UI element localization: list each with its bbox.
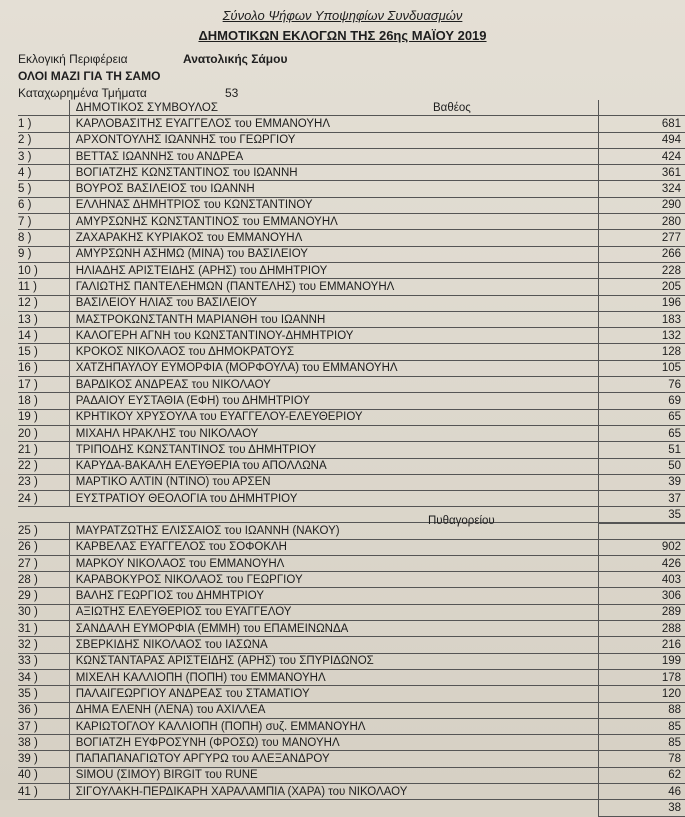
- candidate-votes: 681: [598, 116, 685, 132]
- candidate-row: [18, 735, 685, 751]
- candidate-name: ΚΑΡΑΒΟΚΥΡΟΣ ΝΙΚΟΛΑΟΣ του ΓΕΩΡΓΙΟΥ: [69, 572, 598, 588]
- candidate-number: 18 ): [18, 393, 69, 409]
- district-vathy: Βαθέος: [433, 101, 471, 114]
- candidate-name: ΜΑΡΤΙΚΟ ΑΛΤΙΝ (ΝΤΙΝΟ) του ΑΡΣΕΝ: [69, 474, 598, 490]
- candidate-votes: 289: [598, 604, 685, 620]
- candidate-number: 39 ): [18, 751, 69, 767]
- candidate-votes: 426: [598, 555, 685, 571]
- candidate-number: 37 ): [18, 718, 69, 734]
- candidate-row: [18, 344, 685, 360]
- column-header: ΔΗΜΟΤΙΚΟΣ ΣΥΜΒΟΥΛΟΣ: [75, 101, 218, 114]
- candidate-votes: 105: [598, 360, 685, 376]
- candidate-name: ΣΑΝΔΑΛΗ ΕΥΜΟΡΦΙΑ (ΕΜΜΗ) του ΕΠΑΜΕΙΝΩΝΔΑ: [69, 621, 598, 637]
- candidate-row: [18, 246, 685, 262]
- total-votes: 38: [598, 800, 685, 816]
- candidate-row: [18, 132, 685, 148]
- candidate-row: [18, 555, 685, 571]
- candidate-votes: 183: [598, 311, 685, 327]
- candidate-number: 19 ): [18, 409, 69, 425]
- candidate-votes: 78: [598, 751, 685, 767]
- candidate-number: 30 ): [18, 604, 69, 620]
- candidate-name: ΒΑΡΔΙΚΟΣ ΑΝΔΡΕΑΣ του ΝΙΚΟΛΑΟΥ: [69, 377, 598, 393]
- candidate-number: 15 ): [18, 344, 69, 360]
- candidate-number: 16 ): [18, 360, 69, 376]
- candidate-row: [18, 458, 685, 474]
- total-row: [18, 800, 685, 816]
- candidate-votes: 361: [598, 165, 685, 181]
- candidate-votes: 290: [598, 197, 685, 213]
- district-pythagoreio: Πυθαγορείου: [428, 514, 495, 527]
- candidate-number: 20 ): [18, 425, 69, 441]
- candidate-row: [18, 425, 685, 441]
- candidate-row: [18, 604, 685, 620]
- candidate-votes: 902: [598, 539, 685, 555]
- candidate-votes: 132: [598, 328, 685, 344]
- candidate-row: [18, 328, 685, 344]
- candidate-name: ΕΛΛΗΝΑΣ ΔΗΜΗΤΡΙΟΣ του ΚΩΝΣΤΑΝΤΙΝΟΥ: [69, 197, 598, 213]
- candidate-votes: 39: [598, 474, 685, 490]
- candidate-row: [18, 539, 685, 555]
- candidate-number: 6 ): [18, 197, 69, 213]
- candidate-number: 9 ): [18, 246, 69, 262]
- candidate-votes: 403: [598, 572, 685, 588]
- candidate-name: ΚΑΡΛΟΒΑΣΙΤΗΣ ΕΥΑΓΓΕΛΟΣ του ΕΜΜΑΝΟΥΗΛ: [69, 116, 598, 132]
- document-title: Σύνολο Ψήφων Υποψηφίων Συνδυασμών: [222, 8, 463, 23]
- candidate-number: 5 ): [18, 181, 69, 197]
- candidate-name: ΑΜΥΡΣΩΝΗ ΑΣΗΜΩ (ΜΙΝΑ) του ΒΑΣΙΛΕΙΟΥ: [69, 246, 598, 262]
- candidate-votes: 46: [598, 784, 685, 800]
- candidate-votes: 85: [598, 735, 685, 751]
- candidate-number: 29 ): [18, 588, 69, 604]
- candidate-name: ΒΑΣΙΛΕΙΟΥ ΗΛΙΑΣ του ΒΑΣΙΛΕΙΟΥ: [69, 295, 598, 311]
- candidate-number: 38 ): [18, 735, 69, 751]
- candidate-row: [18, 377, 685, 393]
- candidate-name: ΣΙΓΟΥΛΑΚΗ-ΠΕΡΔΙΚΑΡΗ ΧΑΡΑΛΑΜΠΙΑ (ΧΑΡΑ) του ΝΙΚΟΛΑΟΥ: [69, 784, 598, 800]
- candidate-votes: 196: [598, 295, 685, 311]
- candidate-row: [18, 279, 685, 295]
- candidate-row: [18, 474, 685, 490]
- candidate-row: [18, 181, 685, 197]
- candidate-row: [18, 197, 685, 213]
- candidate-row: [18, 262, 685, 278]
- candidate-number: 32 ): [18, 637, 69, 653]
- candidate-votes: 494: [598, 132, 685, 148]
- total-votes: 35: [598, 507, 685, 523]
- candidate-votes: 228: [598, 262, 685, 278]
- candidate-name: ΠΑΠΑΠΑΝΑΓΙΩΤΟΥ ΑΡΓΥΡΩ του ΑΛΕΞΑΝΔΡΟΥ: [69, 751, 598, 767]
- candidate-votes: 65: [598, 425, 685, 441]
- candidate-votes: 324: [598, 181, 685, 197]
- candidate-name: ΖΑΧΑΡΑΚΗΣ ΚΥΡΙΑΚΟΣ του ΕΜΜΑΝΟΥΗΛ: [69, 230, 598, 246]
- candidate-votes: 88: [598, 702, 685, 718]
- candidate-name: ΜΑΥΡΑΤΖΩΤΗΣ ΕΛΙΣΣΑΙΟΣ του ΙΩΑΝΝΗ (ΝΑΚΟΥ): [69, 523, 598, 539]
- candidate-number: 41 ): [18, 784, 69, 800]
- candidate-name: ΒΟΓΙΑΤΖΗΣ ΚΩΝΣΤΑΝΤΙΝΟΣ του ΙΩΑΝΝΗ: [69, 165, 598, 181]
- candidate-votes: 280: [598, 214, 685, 230]
- candidate-row: [18, 784, 685, 800]
- candidate-number: 26 ): [18, 539, 69, 555]
- candidate-row: [18, 491, 685, 507]
- candidate-number: 1 ): [18, 116, 69, 132]
- candidate-row: [18, 409, 685, 425]
- candidate-votes: 288: [598, 621, 685, 637]
- candidate-number: 7 ): [18, 214, 69, 230]
- candidate-votes: 37: [598, 491, 685, 507]
- candidate-name: ΚΡΗΤΙΚΟΥ ΧΡΥΣΟΥΛΑ του ΕΥΑΓΓΕΛΟΥ-ΕΛΕΥΘΕΡΙΟΥ: [69, 409, 598, 425]
- candidate-name: ΜΙΧΑΗΛ ΗΡΑΚΛΗΣ του ΝΙΚΟΛΑΟΥ: [69, 425, 598, 441]
- candidate-row: [18, 751, 685, 767]
- candidate-name: ΚΡΟΚΟΣ ΝΙΚΟΛΑΟΣ του ΔΗΜΟΚΡΑΤΟΥΣ: [69, 344, 598, 360]
- candidate-number: 24 ): [18, 491, 69, 507]
- candidate-votes: 424: [598, 148, 685, 164]
- candidate-row: [18, 165, 685, 181]
- section2-table: [18, 507, 685, 817]
- candidate-number: 8 ): [18, 230, 69, 246]
- candidate-number: 13 ): [18, 311, 69, 327]
- sections-value: 53: [225, 86, 239, 100]
- candidate-name: ΔΗΜΑ ΕΛΕΝΗ (ΛΕΝΑ) του ΑΧΙΛΛΕΑ: [69, 702, 598, 718]
- candidate-votes: [598, 523, 685, 539]
- candidate-name: ΗΛΙΑΔΗΣ ΑΡΙΣΤΕΙΔΗΣ (ΑΡΗΣ) του ΔΗΜΗΤΡΙΟΥ: [69, 262, 598, 278]
- candidate-votes: 76: [598, 377, 685, 393]
- candidate-name: ΧΑΤΖΗΠΑΥΛΟΥ ΕΥΜΟΡΦΙΑ (ΜΟΡΦΟΥΛΑ) του ΕΜΜΑΝΟΥΗΛ: [69, 360, 598, 376]
- candidate-name: ΣΒΕΡΚΙΔΗΣ ΝΙΚΟΛΑΟΣ του ΙΑΣΩΝΑ: [69, 637, 598, 653]
- candidate-row: [18, 393, 685, 409]
- candidate-number: 10 ): [18, 262, 69, 278]
- candidate-row: [18, 214, 685, 230]
- candidate-name: ΚΩΝΣΤΑΝΤΑΡΑΣ ΑΡΙΣΤΕΙΔΗΣ (ΑΡΗΣ) του ΣΠΥΡΙΔΩΝΟΣ: [69, 653, 598, 669]
- candidate-votes: 266: [598, 246, 685, 262]
- candidate-row: [18, 669, 685, 685]
- candidate-votes: 85: [598, 718, 685, 734]
- candidate-number: 17 ): [18, 377, 69, 393]
- candidate-number: 27 ): [18, 555, 69, 571]
- candidate-row: [18, 621, 685, 637]
- candidate-number: 3 ): [18, 148, 69, 164]
- region-label: Εκλογική Περιφέρεια: [18, 52, 128, 66]
- candidate-name: ΒΑΛΗΣ ΓΕΩΡΓΙΟΣ του ΔΗΜΗΤΡΙΟΥ: [69, 588, 598, 604]
- candidate-name: ΜΑΣΤΡΟΚΩΝΣΤΑΝΤΗ ΜΑΡΙΑΝΘΗ του ΙΩΑΝΝΗ: [69, 311, 598, 327]
- candidate-row: [18, 230, 685, 246]
- candidate-number: 35 ): [18, 686, 69, 702]
- section2-header-row: [18, 507, 685, 523]
- candidate-votes: 50: [598, 458, 685, 474]
- candidate-name: ΒΟΓΙΑΤΖΗ ΕΥΦΡΟΣΥΝΗ (ΦΡΟΣΩ) του ΜΑΝΟΥΗΛ: [69, 735, 598, 751]
- candidate-row: [18, 637, 685, 653]
- candidate-votes: 62: [598, 767, 685, 783]
- candidate-number: 25 ): [18, 523, 69, 539]
- candidate-number: 40 ): [18, 767, 69, 783]
- candidate-name: ΚΑΡΙΩΤΟΓΛΟΥ ΚΑΛΛΙΟΠΗ (ΠΟΠΗ) συζ. ΕΜΜΑΝΟΥΗΛ: [69, 718, 598, 734]
- candidate-row: [18, 572, 685, 588]
- candidate-votes: 205: [598, 279, 685, 295]
- candidate-name: ΒΕΤΤΑΣ ΙΩΑΝΝΗΣ του ΑΝΔΡΕΑ: [69, 148, 598, 164]
- candidate-row: [18, 442, 685, 458]
- candidate-name: ΑΜΥΡΣΩΝΗΣ ΚΩΝΣΤΑΝΤΙΝΟΣ του ΕΜΜΑΝΟΥΗΛ: [69, 214, 598, 230]
- candidate-name: SIMOU (ΣΙΜΟΥ) BIRGIT του RUNE: [69, 767, 598, 783]
- candidate-name: ΡΑΔΑΙΟΥ ΕΥΣΤΑΘΙΑ (ΕΦΗ) του ΔΗΜΗΤΡΙΟΥ: [69, 393, 598, 409]
- candidate-number: 12 ): [18, 295, 69, 311]
- candidate-votes: 306: [598, 588, 685, 604]
- section1-header-row: [18, 100, 685, 116]
- candidate-number: 14 ): [18, 328, 69, 344]
- candidate-name: ΚΑΡΒΕΛΑΣ ΕΥΑΓΓΕΛΟΣ του ΣΟΦΟΚΛΗ: [69, 539, 598, 555]
- region-value: Ανατολικής Σάμου: [183, 52, 288, 66]
- candidate-name: ΑΞΙΩΤΗΣ ΕΛΕΥΘΕΡΙΟΣ του ΕΥΑΓΓΕΛΟΥ: [69, 604, 598, 620]
- candidate-number: 28 ): [18, 572, 69, 588]
- candidate-votes: 216: [598, 637, 685, 653]
- candidate-votes: 277: [598, 230, 685, 246]
- candidate-number: 2 ): [18, 132, 69, 148]
- candidate-row: [18, 360, 685, 376]
- candidate-number: 22 ): [18, 458, 69, 474]
- candidate-votes: 120: [598, 686, 685, 702]
- candidate-name: ΤΡΙΠΟΔΗΣ ΚΩΝΣΤΑΝΤΙΝΟΣ του ΔΗΜΗΤΡΙΟΥ: [69, 442, 598, 458]
- candidate-number: 31 ): [18, 621, 69, 637]
- candidate-votes: 51: [598, 442, 685, 458]
- candidate-name: ΑΡΧΟΝΤΟΥΛΗΣ ΙΩΑΝΝΗΣ του ΓΕΩΡΓΙΟΥ: [69, 132, 598, 148]
- candidate-row: [18, 653, 685, 669]
- candidate-row: [18, 767, 685, 783]
- section1-table: [18, 100, 685, 524]
- candidate-row: [18, 702, 685, 718]
- document-subtitle: ΔΗΜΟΤΙΚΩΝ ΕΚΛΟΓΩΝ ΤΗΣ 26ης ΜΑΪΟΥ 2019: [198, 28, 487, 43]
- sections-label: Καταχωρημένα Τμήματα: [18, 86, 147, 100]
- candidate-name: ΒΟΥΡΟΣ ΒΑΣΙΛΕΙΟΣ του ΙΩΑΝΝΗ: [69, 181, 598, 197]
- candidate-name: ΜΙΧΕΛΗ ΚΑΛΛΙΟΠΗ (ΠΟΠΗ) του ΕΜΜΑΝΟΥΗΛ: [69, 669, 598, 685]
- candidate-number: 23 ): [18, 474, 69, 490]
- candidate-row: [18, 148, 685, 164]
- candidate-row: [18, 295, 685, 311]
- candidate-name: ΚΑΡΥΔΑ-ΒΑΚΑΛΗ ΕΛΕΥΘΕΡΙΑ του ΑΠΟΛΛΩΝΑ: [69, 458, 598, 474]
- candidate-votes: 178: [598, 669, 685, 685]
- party-name: ΟΛΟΙ ΜΑΖΙ ΓΙΑ ΤΗ ΣΑΜΟ: [18, 69, 161, 83]
- candidate-row: [18, 686, 685, 702]
- candidate-votes: 128: [598, 344, 685, 360]
- candidate-number: 11 ): [18, 279, 69, 295]
- candidate-name: ΕΥΣΤΡΑΤΙΟΥ ΘΕΟΛΟΓΙΑ του ΔΗΜΗΤΡΙΟΥ: [69, 491, 598, 507]
- candidate-votes: 65: [598, 409, 685, 425]
- candidate-row: [18, 116, 685, 132]
- candidate-row: [18, 718, 685, 734]
- candidate-number: 36 ): [18, 702, 69, 718]
- candidate-votes: 199: [598, 653, 685, 669]
- candidate-name: ΠΑΛΑΙΓΕΩΡΓΙΟΥ ΑΝΔΡΕΑΣ του ΣΤΑΜΑΤΙΟΥ: [69, 686, 598, 702]
- candidate-votes: 69: [598, 393, 685, 409]
- candidate-name: ΓΑΛΙΩΤΗΣ ΠΑΝΤΕΛΕΗΜΩΝ (ΠΑΝΤΕΛΗΣ) του ΕΜΜΑΝΟΥΗΛ: [69, 279, 598, 295]
- candidate-number: 4 ): [18, 165, 69, 181]
- candidate-name: ΜΑΡΚΟΥ ΝΙΚΟΛΑΟΣ του ΕΜΜΑΝΟΥΗΛ: [69, 555, 598, 571]
- candidate-number: 21 ): [18, 442, 69, 458]
- candidate-number: 34 ): [18, 669, 69, 685]
- candidate-row: [18, 523, 685, 539]
- candidate-name: ΚΑΛΟΓΕΡΗ ΑΓΝΗ του ΚΩΝΣΤΑΝΤΙΝΟΥ-ΔΗΜΗΤΡΙΟΥ: [69, 328, 598, 344]
- candidate-row: [18, 588, 685, 604]
- candidate-number: 33 ): [18, 653, 69, 669]
- candidate-row: [18, 311, 685, 327]
